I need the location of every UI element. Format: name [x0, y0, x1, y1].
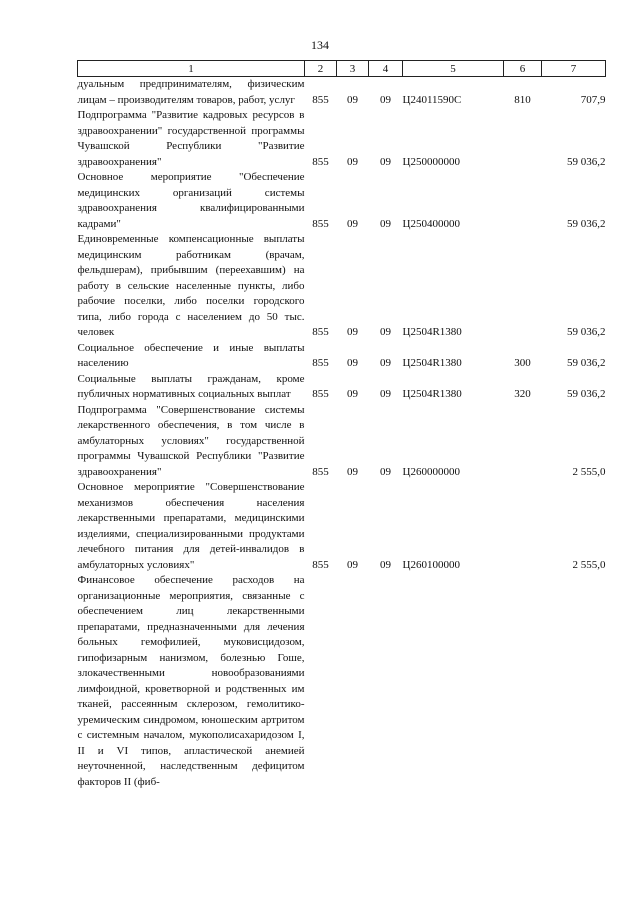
row-expense-type — [504, 108, 542, 170]
row-expense-type — [504, 170, 542, 232]
row-description: Единовременные компенсационные выплаты медицинским работникам (врачам, фельдшерам), прибывшим (переехавшим) на работу в сельские населенные пункты, либо рабочие поселки, либо поселки городского типа, либо города с населением до 50 тыс. человек — [77, 233, 305, 338]
table-row — [78, 372, 606, 403]
row-section: 09 — [347, 465, 358, 478]
row-expense-type: 300 — [514, 357, 531, 369]
budget-table — [77, 60, 606, 790]
row-target-code: Ц260100000 — [402, 558, 460, 571]
row-admin-code: 855 — [312, 558, 329, 571]
row-subsection — [369, 573, 403, 790]
row-target-code: Ц250000000 — [402, 155, 460, 168]
page-number: 134 — [311, 38, 329, 52]
table-row — [78, 232, 606, 341]
table-row — [78, 77, 606, 109]
row-expense-type: 320 — [514, 388, 531, 400]
row-expense-type — [504, 480, 542, 573]
column-header: 3 — [337, 61, 369, 77]
table-row — [78, 403, 606, 481]
row-target-code: Ц250400000 — [402, 217, 460, 230]
table-row — [78, 480, 606, 573]
row-admin-code: 855 — [312, 155, 329, 168]
table-row — [78, 341, 606, 372]
row-expense-type — [504, 403, 542, 481]
row-target-code: Ц2504R1380 — [402, 326, 462, 338]
row-amount: 707,9 — [580, 93, 606, 106]
row-description: Основное мероприятие "Совершенствование механизмов обеспечения населения лекарственными препаратами, медицинскими изделиями, специализированными продуктами лечебного питания для детей-инвалидов в амбулаторных условиях" — [77, 481, 305, 571]
row-admin-code: 855 — [312, 388, 329, 400]
column-header: 7 — [542, 61, 606, 77]
row-description: Социальные выплаты гражданам, кроме публичных нормативных социальных выплат — [77, 372, 305, 400]
row-admin-code: 855 — [312, 326, 329, 338]
row-target-code: Ц2504R1380 — [402, 388, 462, 400]
row-section — [337, 573, 369, 790]
column-header: 2 — [305, 61, 337, 77]
row-amount: 59 036,2 — [567, 217, 606, 230]
row-target-code: Ц2504R1380 — [402, 357, 462, 369]
row-amount — [542, 573, 606, 790]
row-section: 09 — [347, 326, 358, 338]
row-subsection: 09 — [380, 93, 391, 106]
table-row — [78, 170, 606, 232]
row-section: 09 — [347, 93, 358, 106]
row-amount: 59 036,2 — [567, 155, 606, 168]
row-subsection: 09 — [380, 465, 391, 478]
row-admin-code: 855 — [312, 217, 329, 230]
column-header: 1 — [78, 61, 305, 77]
row-target-code: Ц24011590С — [402, 93, 462, 106]
row-description: дуальным предпринимателям, физическим лицам – производителям товаров, работ, услуг — [77, 78, 305, 106]
row-admin-code: 855 — [312, 93, 329, 106]
row-admin-code: 855 — [312, 357, 329, 369]
row-subsection: 09 — [380, 155, 391, 168]
row-subsection: 09 — [380, 558, 391, 571]
row-expense-type: 810 — [514, 93, 531, 106]
row-section: 09 — [347, 388, 358, 400]
row-description: Основное мероприятие "Обеспечение медицинских организаций системы здравоохранения квалифицированными кадрами" — [77, 171, 305, 230]
row-subsection: 09 — [380, 388, 391, 400]
row-description: Подпрограмма "Развитие кадровых ресурсов в здравоохранении" государственной программы Чувашской Республики "Развитие здравоохранения" — [77, 109, 305, 168]
row-subsection: 09 — [380, 326, 391, 338]
row-subsection: 09 — [380, 217, 391, 230]
row-amount: 59 036,2 — [567, 388, 606, 400]
row-expense-type — [504, 232, 542, 341]
row-description: Подпрограмма "Совершенствование системы лекарственного обеспечения, в том числе в амбулаторных условиях" государственной программы Чувашской Республики "Развитие здравоохранения" — [77, 403, 305, 478]
row-amount: 2 555,0 — [572, 465, 606, 478]
row-section: 09 — [347, 357, 358, 369]
column-header: 5 — [403, 61, 504, 77]
row-amount: 2 555,0 — [572, 558, 606, 571]
row-description: Финансовое обеспечение расходов на организационные мероприятия, связанные с обеспечением лиц лекарственными препаратами, предназначенными для лечения больных гемофилией, муковисцидозом, гипофизарным нанизмом, болезнью Гоше, злокачественными новообразованиями лимфоидной, кроветворной и родственных им тканей, рассеянным склерозом, гемолитико-уремическим синдромом, юношеским артритом с системным началом, мукополисахаридозом I, II и VI типов, апластической анемией неуточненной, наследственным дефицитом факторов II (фиб- — [77, 574, 305, 788]
table-header-row — [78, 61, 606, 77]
row-description: Социальное обеспечение и иные выплаты населению — [77, 341, 305, 369]
row-admin-code — [305, 573, 337, 790]
row-section: 09 — [347, 155, 358, 168]
row-target-code — [403, 573, 504, 790]
column-header: 4 — [369, 61, 403, 77]
row-section: 09 — [347, 217, 358, 230]
table-row — [78, 573, 606, 790]
row-expense-type — [504, 573, 542, 790]
row-section: 09 — [347, 558, 358, 571]
row-amount: 59 036,2 — [567, 357, 606, 369]
row-admin-code: 855 — [312, 465, 329, 478]
column-header: 6 — [504, 61, 542, 77]
table-row — [78, 108, 606, 170]
row-amount: 59 036,2 — [567, 326, 606, 338]
row-subsection: 09 — [380, 357, 391, 369]
row-target-code: Ц260000000 — [402, 465, 460, 478]
